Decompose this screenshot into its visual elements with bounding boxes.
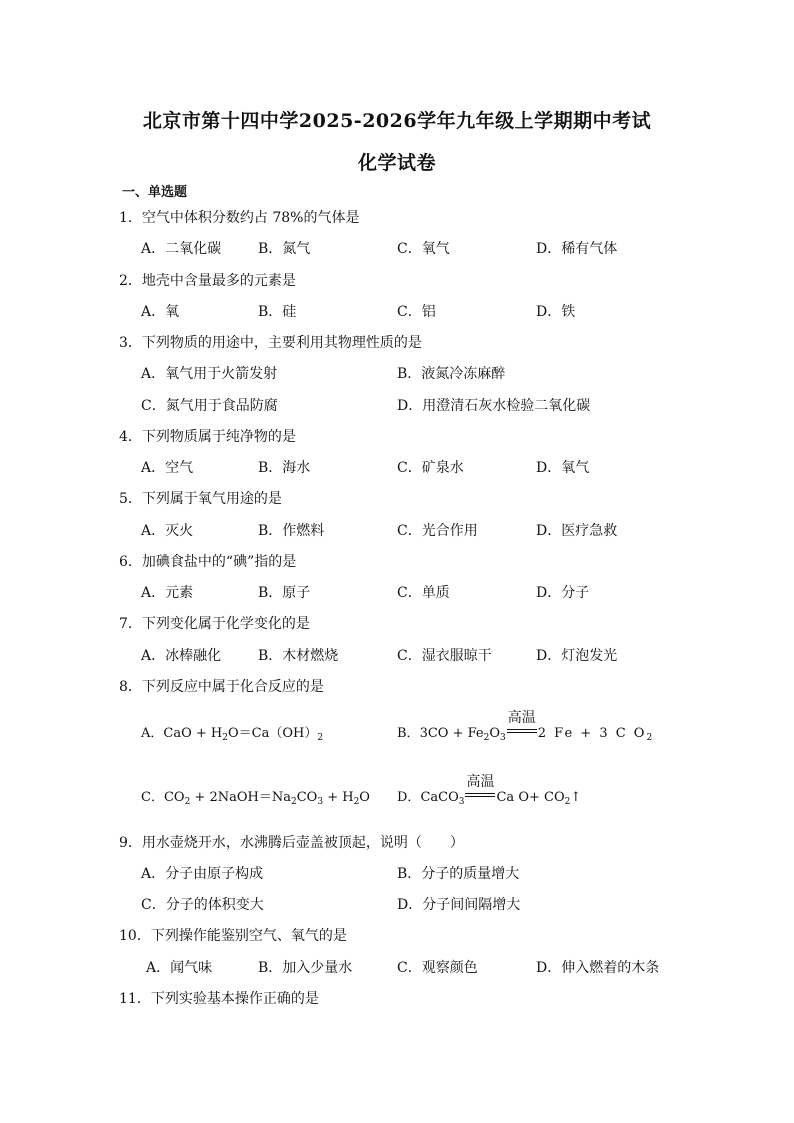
q6-option-d: D．分子 [536, 585, 590, 601]
q7-option-d: D．灯泡发光 [536, 648, 618, 664]
q6-option-b: B．原子 [258, 585, 311, 601]
q8-option-c: C．$CO_2$ + $2NaOH=Na_2CO_3 + H_2O$ [141, 790, 370, 807]
q5-option-a: A．灭火 [141, 523, 194, 539]
q2-option-a: A．氧 [141, 304, 180, 320]
question-10-stem: 10．下列操作能鉴别空气、氧气的是 [119, 928, 347, 944]
q8-option-d: D．CaCO$_3$ 高温 Ca $O+ CO_2↑$ [397, 774, 582, 807]
q3-option-d: D．用澄清石灰水检验二氧化碳 [397, 398, 591, 414]
question-8-stem: 8．下列反应中属于化合反应的是 [119, 679, 324, 695]
q1-option-d: D．稀有气体 [536, 241, 618, 257]
question-4-stem: 4．下列物质属于纯净物的是 [119, 429, 296, 445]
q8-option-b: B．$3CO + Fe_2O_3$ 高温 2 Fe + 3 C $O_2$ [397, 710, 653, 743]
q10-option-a: A．闻气味 [146, 960, 213, 976]
q8-option-a: A．CaO + $H_2O=Ca(OH)_2$ [141, 726, 324, 743]
reaction-condition: 高温 [507, 726, 537, 741]
q1-option-b: B．氮气 [258, 241, 311, 257]
question-7-stem: 7．下列变化属于化学变化的是 [119, 616, 310, 632]
q1-option-a: A．二氧化碳 [141, 241, 222, 257]
q5-option-b: B．作燃料 [258, 523, 325, 539]
q7-option-c: C．湿衣服晾干 [397, 648, 492, 664]
q3-option-c: C．氮气用于食品防腐 [141, 398, 278, 414]
q5-option-d: D．医疗急救 [536, 523, 618, 539]
question-9-stem: 9．用水壶烧开水，水沸腾后壶盖被顶起，说明（ ） [119, 835, 464, 851]
q5-option-c: C．光合作用 [397, 523, 478, 539]
question-6-stem: 6．加碘食盐中的“碘”指的是 [119, 554, 297, 570]
q9-option-a: A．分子由原子构成 [141, 866, 264, 882]
q3-option-a: A．氧气用于火箭发射 [141, 366, 278, 382]
q10-option-d: D．伸入燃着的木条 [536, 960, 660, 976]
q9-option-c: C．分子的体积变大 [141, 897, 264, 913]
q2-option-b: B．硅 [258, 304, 297, 320]
q9-option-d: D．分子间间隔增大 [397, 897, 521, 913]
question-3-stem: 3．下列物质的用途中，主要利用其物理性质的是 [119, 335, 422, 351]
exam-title: 北京市第十四中学2025-2026学年九年级上学期期中考试 [142, 110, 652, 132]
question-1-stem: 1．空气中体积分数约占 78%的气体是 [119, 210, 360, 226]
q10-option-b: B．加入少量水 [258, 960, 353, 976]
q4-option-c: C．矿泉水 [397, 460, 464, 476]
q3-option-b: B．液氮冷冻麻醉 [397, 366, 506, 382]
section-heading: 一、单选题 [122, 185, 188, 200]
q2-option-d: D．铁 [536, 304, 576, 320]
q6-option-a: A．元素 [141, 585, 194, 601]
q7-option-b: B．木材燃烧 [258, 648, 339, 664]
q2-option-c: C．铝 [397, 304, 436, 320]
question-2-stem: 2．地壳中含量最多的元素是 [119, 273, 296, 289]
question-5-stem: 5．下列属于氧气用途的是 [119, 491, 282, 507]
exam-subtitle: 化学试卷 [357, 152, 436, 174]
q7-option-a: A．冰棒融化 [141, 648, 222, 664]
reaction-condition: 高温 [465, 790, 495, 805]
q10-option-c: C．观察颜色 [397, 960, 478, 976]
q4-option-d: D．氧气 [536, 460, 590, 476]
q1-option-c: C．氧气 [397, 241, 450, 257]
q4-option-a: A．空气 [141, 460, 194, 476]
q9-option-b: B．分子的质量增大 [397, 866, 520, 882]
q6-option-c: C．单质 [397, 585, 450, 601]
question-11-stem: 11．下列实验基本操作正确的是 [119, 991, 319, 1007]
q4-option-b: B．海水 [258, 460, 311, 476]
